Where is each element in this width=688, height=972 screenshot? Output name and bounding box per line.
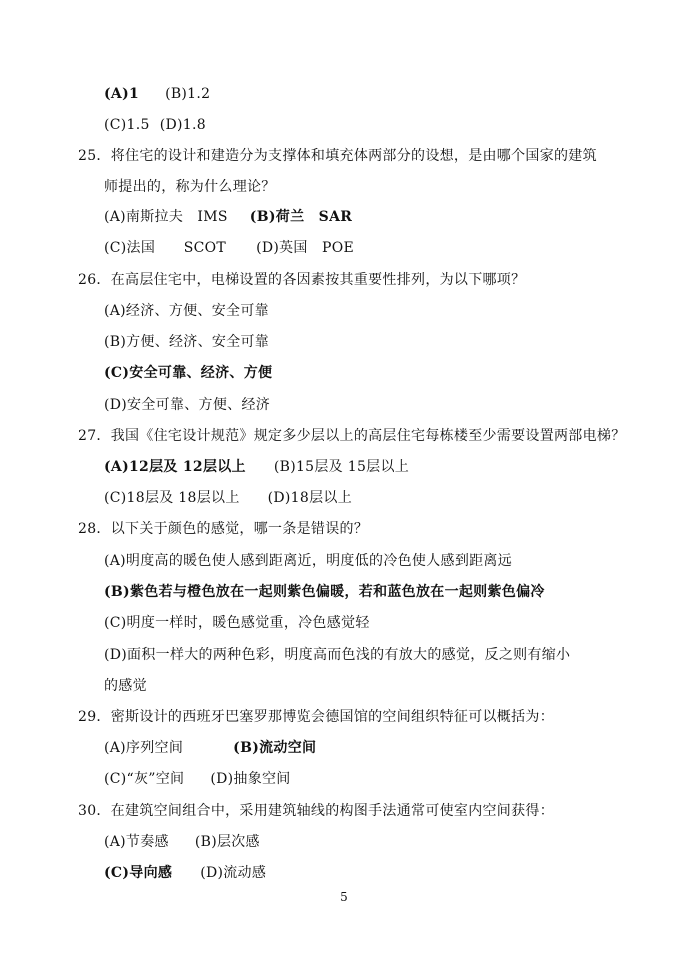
question-26-option-d: (D)安全可靠、方便、经济 bbox=[104, 397, 271, 413]
question-29-options-row2 bbox=[104, 769, 291, 789]
option-a: (A)节奏感 bbox=[104, 834, 169, 850]
page-number: 5 bbox=[340, 890, 348, 904]
option-c: (C)“灰”空间 bbox=[104, 771, 185, 787]
option-d: (D)18层以上 bbox=[267, 490, 352, 506]
option-c: (C)导向感 bbox=[104, 865, 173, 881]
question-25-stem-continued: 师提出的，称为什么理论？ bbox=[104, 179, 276, 195]
option-b: (B)层次感 bbox=[194, 834, 260, 850]
question-26-option-a: (A)经济、方便、安全可靠 bbox=[104, 303, 269, 319]
question-27-options-row2 bbox=[104, 488, 352, 508]
option-b: (B)1.2 bbox=[165, 86, 211, 102]
question-29-stem: 29．密斯设计的西班牙巴塞罗那博览会德国馆的空间组织特征可以概括为： bbox=[78, 709, 555, 725]
option-b: (B)荷兰 SAR bbox=[249, 209, 353, 225]
question-25-stem: 25．将住宅的设计和建造分为支撑体和填充体两部分的设想，是由哪个国家的建筑 bbox=[78, 148, 597, 164]
question-26-option-b: (B)方便、经济、安全可靠 bbox=[104, 334, 270, 350]
question-28-option-c: (C)明度一样时，暖色感觉重，冷色感觉轻 bbox=[104, 615, 370, 631]
option-c: (C)1.5 bbox=[104, 117, 150, 133]
question-30-options-row1 bbox=[104, 832, 260, 852]
question-29-options-row1 bbox=[104, 738, 316, 758]
question-30-stem: 30．在建筑空间组合中，采用建筑轴线的构图手法通常可使室内空间获得： bbox=[78, 803, 555, 819]
question-26-stem: 26．在高层住宅中，电梯设置的各因素按其重要性排列，为以下哪项？ bbox=[78, 272, 526, 288]
option-d: (D)抽象空间 bbox=[210, 771, 291, 787]
option-b: (B)15层及 15层以上 bbox=[273, 459, 410, 475]
option-b: (B)流动空间 bbox=[233, 740, 317, 756]
question-27-stem: 27．我国《住宅设计规范》规定多少层以上的高层住宅每栋楼至少需要设置两部电梯？ bbox=[78, 428, 626, 444]
option-c: (C)18层及 18层以上 bbox=[104, 490, 240, 506]
option-d: (D)1.8 bbox=[159, 117, 206, 133]
prev-options-row1 bbox=[104, 84, 210, 104]
option-a: (A)1 bbox=[104, 86, 140, 102]
question-30-options-row2 bbox=[104, 863, 266, 883]
question-28-option-d-continued: 的感觉 bbox=[104, 678, 147, 694]
prev-options-row2 bbox=[104, 115, 206, 135]
question-26-option-c: (C)安全可靠、经济、方便 bbox=[104, 365, 273, 381]
option-d: (D)流动感 bbox=[200, 865, 267, 881]
question-28-stem: 28．以下关于颜色的感觉，哪一条是错误的？ bbox=[78, 521, 369, 537]
question-27-options-row1 bbox=[104, 457, 409, 477]
question-25-options-row2 bbox=[104, 238, 354, 258]
question-28-option-d: (D)面积一样大的两种色彩，明度高而色浅的有放大的感觉，反之则有缩小 bbox=[104, 647, 571, 663]
option-a: (A)序列空间 bbox=[104, 740, 184, 756]
question-25-options-row1 bbox=[104, 207, 352, 227]
option-c: (C)法国 SCOT bbox=[104, 240, 227, 256]
option-d: (D)英国 POE bbox=[256, 240, 355, 256]
option-a: (A)12层及 12层以上 bbox=[104, 459, 246, 475]
question-28-option-b: (B)紫色若与橙色放在一起则紫色偏暖，若和蓝色放在一起则紫色偏冷 bbox=[104, 584, 545, 600]
option-a: (A)南斯拉夫 IMS bbox=[104, 209, 228, 225]
question-28-option-a: (A)明度高的暖色使人感到距离近，明度低的冷色使人感到距离远 bbox=[104, 553, 513, 569]
